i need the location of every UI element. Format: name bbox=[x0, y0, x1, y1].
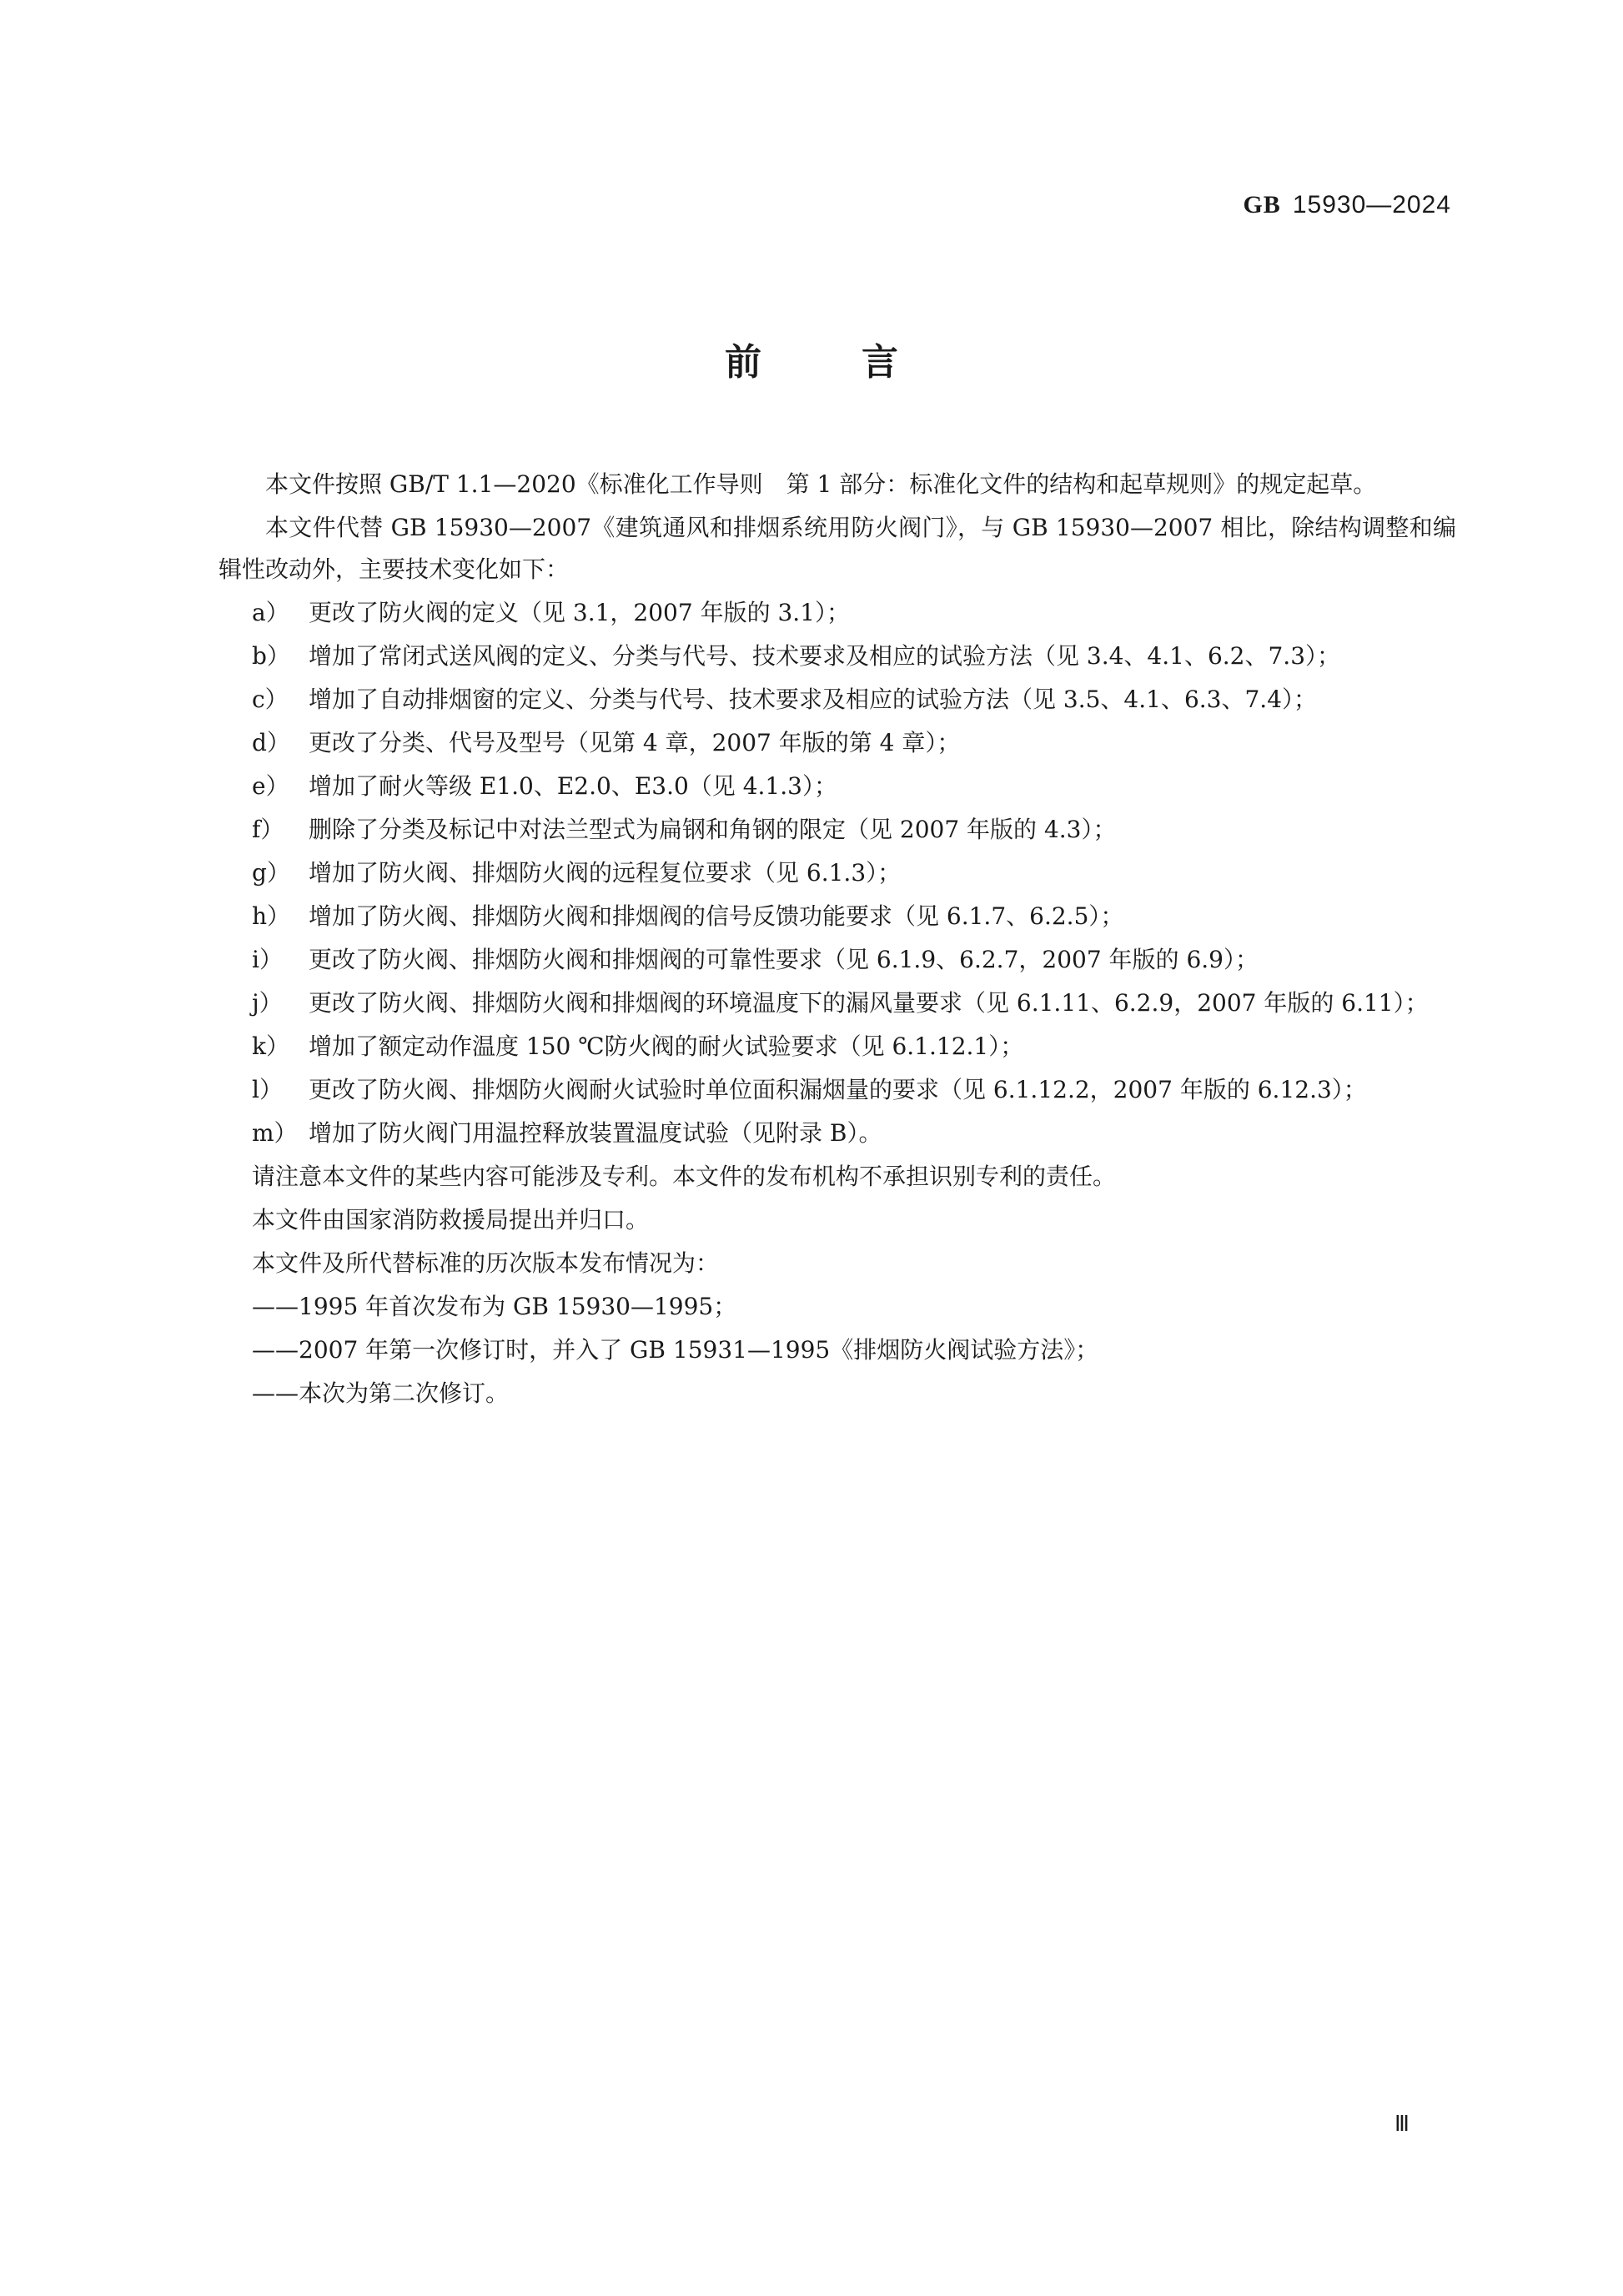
list-item-label: h） bbox=[252, 902, 291, 930]
list-item bbox=[219, 982, 1456, 1024]
list-item-text: 更改了防火阀、排烟防火阀和排烟阀的可靠性要求（见 6.1.9、6.2.7，2007 年版的 6.9）； bbox=[309, 946, 1259, 973]
list-item bbox=[219, 1113, 1456, 1154]
list-item-label: m） bbox=[252, 1119, 298, 1147]
history-entry: ——本次为第二次修订。 bbox=[252, 1379, 510, 1407]
page-title bbox=[0, 332, 1623, 385]
list-item bbox=[219, 1026, 1456, 1068]
paragraph-replacement: 本文件代替 GB 15930—2007《建筑通风和排烟系统用防火阀门》，与 GB 15930—2007 相比，除结构调整和编辑性改动外，主要技术变化如下： bbox=[219, 514, 1456, 583]
list-item bbox=[219, 939, 1456, 981]
list-item-text: 增加了防火阀、排烟防火阀的远程复位要求（见 6.1.3）； bbox=[309, 859, 902, 887]
standard-prefix: GB bbox=[1243, 191, 1281, 219]
history-intro: 本文件及所代替标准的历次版本发布情况为： bbox=[252, 1249, 720, 1277]
list-item bbox=[219, 679, 1456, 721]
list-item-label: k） bbox=[252, 1032, 289, 1060]
list-item-text: 增加了防火阀、排烟防火阀和排烟阀的信号反馈功能要求（见 6.1.7、6.2.5）； bbox=[309, 902, 1124, 930]
history-entry: ——2007 年第一次修订时，并入了 GB 15931—1995《排烟防火阀试验方法》； bbox=[252, 1336, 1099, 1364]
standard-number: 15930—2024 bbox=[1292, 191, 1451, 219]
patent-notice: 请注意本文件的某些内容可能涉及专利。本文件的发布机构不承担识别专利的责任。 bbox=[252, 1163, 1117, 1190]
list-item-label: l） bbox=[252, 1076, 283, 1103]
list-item-text: 增加了自动排烟窗的定义、分类与代号、技术要求及相应的试验方法（见 3.5、4.1、6.3、7.4）； bbox=[309, 686, 1318, 713]
list-item bbox=[219, 766, 1456, 807]
list-item bbox=[219, 636, 1456, 677]
list-item-label: c） bbox=[252, 686, 289, 713]
list-item-text: 更改了防火阀、排烟防火阀和排烟阀的环境温度下的漏风量要求（见 6.1.11、6.2.9，2007 年版的 6.11）； bbox=[309, 989, 1429, 1017]
list-item-label: b） bbox=[252, 642, 290, 670]
foreword-body bbox=[219, 464, 1456, 1416]
page-number: Ⅲ bbox=[1394, 2112, 1409, 2136]
document-header bbox=[1243, 190, 1451, 219]
proposer-notice: 本文件由国家消防救援局提出并归口。 bbox=[252, 1206, 650, 1233]
list-item bbox=[219, 1069, 1456, 1111]
list-item-text: 更改了分类、代号及型号（见第 4 章，2007 年版的第 4 章）； bbox=[309, 729, 961, 756]
list-item-label: a） bbox=[252, 599, 289, 626]
list-item-text: 更改了防火阀的定义（见 3.1，2007 年版的 3.1）； bbox=[309, 599, 851, 626]
history-entry: ——1995 年首次发布为 GB 15930—1995； bbox=[252, 1293, 737, 1320]
list-item-label: d） bbox=[252, 729, 290, 756]
list-item bbox=[219, 592, 1456, 634]
title-char-2: 言 bbox=[862, 341, 898, 384]
list-item-text: 增加了防火阀门用温控释放装置温度试验（见附录 B）。 bbox=[309, 1119, 882, 1147]
list-item-text: 增加了耐火等级 E1.0、E2.0、E3.0（见 4.1.3）； bbox=[309, 772, 837, 800]
list-item-label: j） bbox=[252, 989, 283, 1017]
list-item bbox=[219, 809, 1456, 851]
list-item-text: 删除了分类及标记中对法兰型式为扁钢和角钢的限定（见 2007 年版的 4.3）； bbox=[309, 816, 1117, 843]
list-item-label: f） bbox=[252, 816, 284, 843]
paragraph-drafting-rules: 本文件按照 GB/T 1.1—2020《标准化工作导则 第 1 部分：标准化文件的结构和起草规则》的规定起草。 bbox=[265, 470, 1377, 498]
list-item-label: i） bbox=[252, 946, 283, 973]
list-item-label: g） bbox=[252, 859, 290, 887]
list-item-text: 增加了常闭式送风阀的定义、分类与代号、技术要求及相应的试验方法（见 3.4、4.1、6.2、7.3）； bbox=[309, 642, 1341, 670]
list-item bbox=[219, 722, 1456, 764]
list-item-text: 增加了额定动作温度 150 ℃防火阀的耐火试验要求（见 6.1.12.1）； bbox=[309, 1032, 1024, 1060]
list-item bbox=[219, 896, 1456, 937]
list-item-text: 更改了防火阀、排烟防火阀耐火试验时单位面积漏烟量的要求（见 6.1.12.2，2007 年版的 6.12.3）； bbox=[309, 1076, 1367, 1103]
list-item-label: e） bbox=[252, 772, 289, 800]
list-item bbox=[219, 852, 1456, 894]
title-char-1: 前 bbox=[725, 341, 761, 384]
